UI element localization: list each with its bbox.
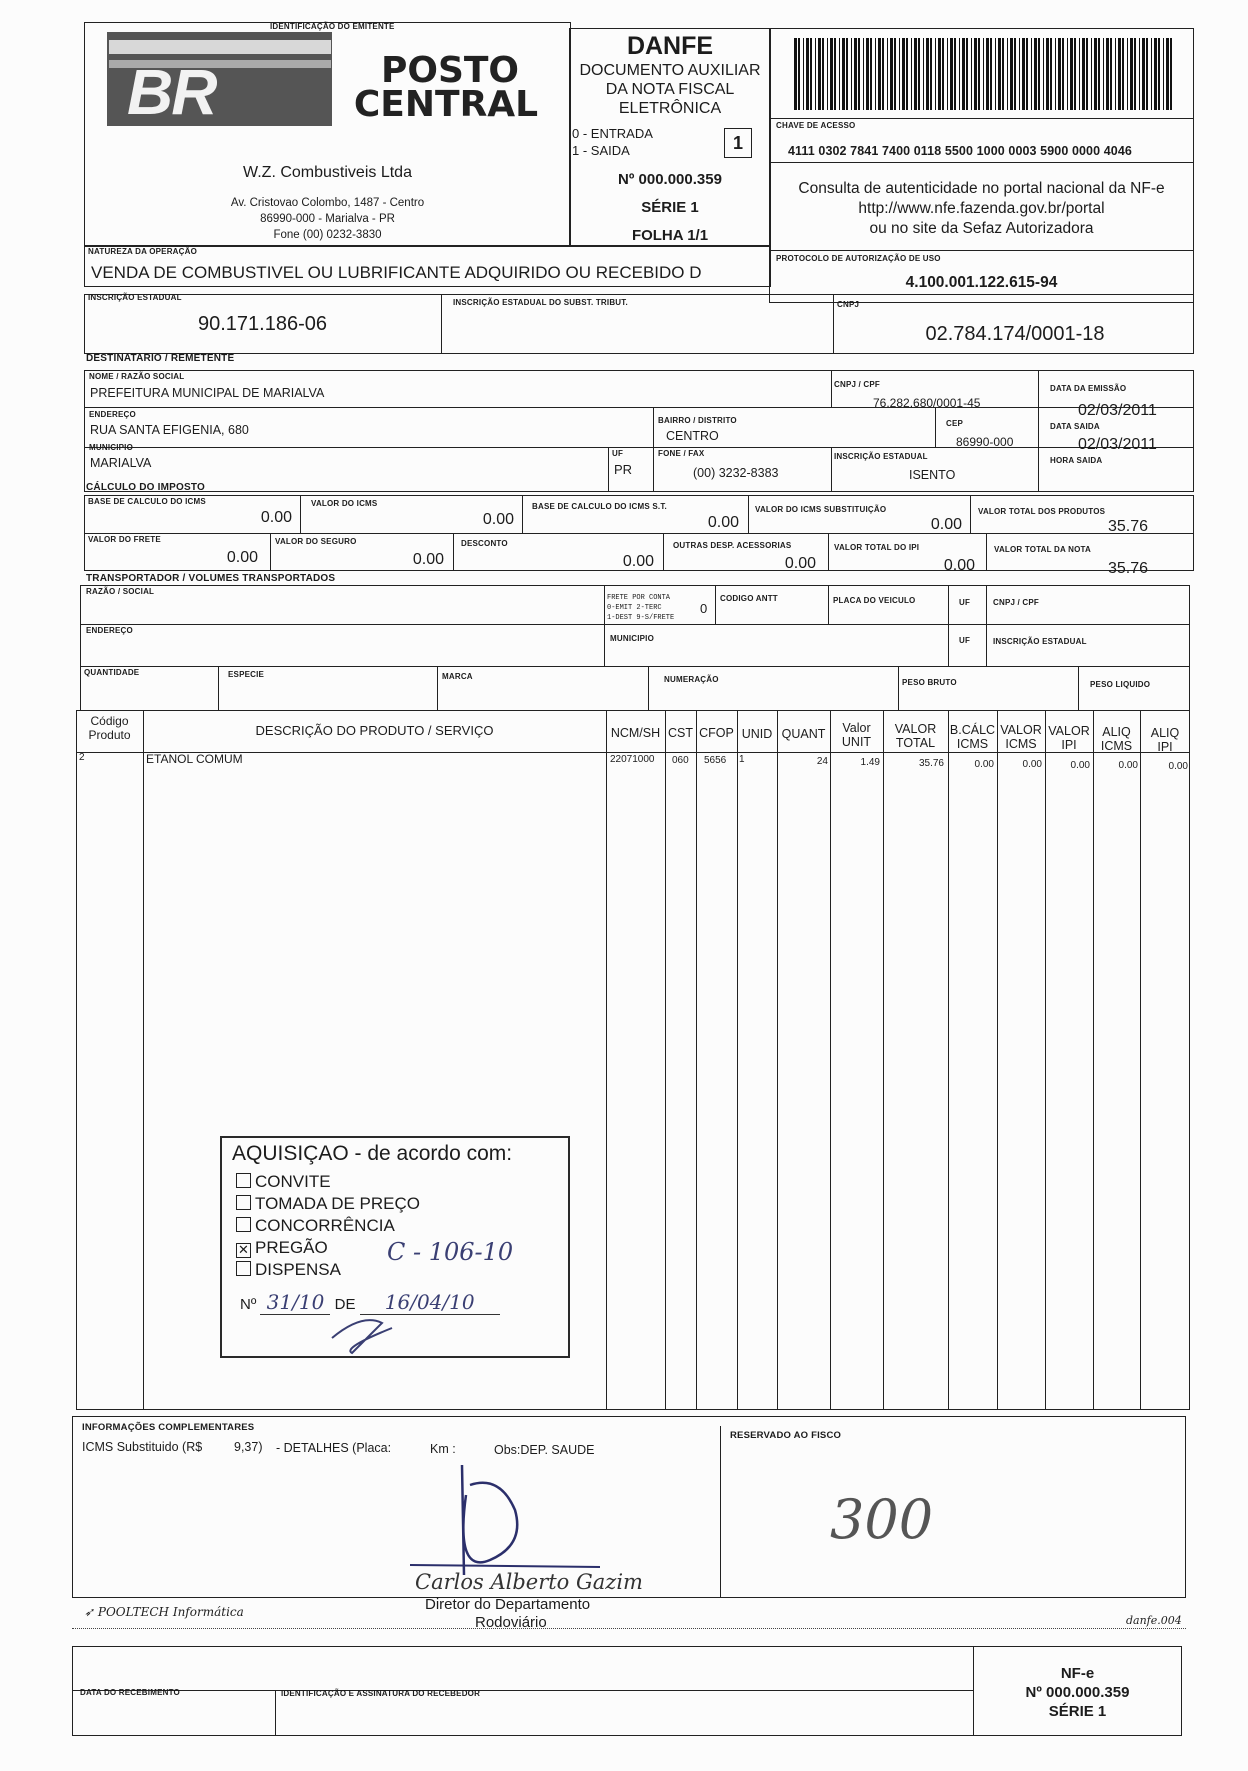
stamp-option (236, 1194, 420, 1214)
danfe-number: Nº 000.000.359 (618, 171, 722, 188)
barcode-bar (1139, 38, 1140, 110)
complementary-km: Km : (430, 1442, 456, 1456)
recipient-section-label: DESTINATARIO / REMETENTE (86, 353, 235, 364)
consult-line-1: Consulta de autenticidade no portal nacional da NF-e (798, 180, 1165, 197)
barcode-bar (839, 38, 840, 110)
stamp-pregao-note: C - 106-10 (387, 1238, 514, 1266)
barcode-bar (1122, 38, 1124, 110)
barcode-bar (878, 38, 881, 110)
header-description: DESCRIÇÃO DO PRODUTO / SERVIÇO (255, 723, 494, 738)
barcode-bar (1170, 38, 1172, 110)
barcode-bar (1007, 38, 1008, 110)
barcode-bar (834, 38, 836, 110)
cell-icms-value: 0.00 (1022, 759, 1042, 770)
barcode-bar (990, 38, 992, 110)
barcode-bar (1034, 38, 1037, 110)
barcode-bar (1058, 38, 1061, 110)
cell-description: ETANOL COMUM (146, 752, 243, 766)
reserved-fisco-label: RESERVADO AO FISCO (730, 1430, 842, 1441)
cell-ncm: 22071000 (610, 754, 655, 765)
receipt-date-label: DATA DO RECEBIMENTO (80, 1688, 180, 1697)
cell-icms-base: 0.00 (974, 759, 994, 770)
barcode-bar (995, 38, 996, 110)
discount-label: DESCONTO (461, 539, 508, 548)
recipient-city-label: MUNICIPIO (89, 443, 134, 452)
complementary-obs: Obs:DEP. SAUDE (494, 1443, 595, 1457)
barcode-bar (906, 38, 908, 110)
barcode-bar (1091, 38, 1092, 110)
danfe-exit-label: 1 - SAIDA (572, 143, 630, 158)
barcode-bar (947, 38, 948, 110)
products-total-label: VALOR TOTAL DOS PRODUTOS (978, 507, 1106, 516)
barcode-bar (974, 38, 977, 110)
barcode-bar (1067, 38, 1068, 110)
insurance-label: VALOR DO SEGURO (275, 537, 357, 546)
barcode-bar (810, 38, 812, 110)
barcode-bar (1086, 38, 1088, 110)
freight-by-value: 0 (700, 601, 708, 616)
tax-section-label: CÁLCULO DO IMPOSTO (86, 482, 205, 493)
carrier-uf2-label: UF (959, 636, 971, 645)
signer-title-2: Rodoviário (475, 1614, 547, 1631)
carrier-cnpj-label: CNPJ / CPF (993, 598, 1040, 607)
recipient-address: RUA SANTA EFIGENIA, 680 (90, 423, 249, 437)
issuer-address: Av. Cristovao Colombo, 1487 - Centro (230, 197, 425, 209)
barcode-bar (1110, 38, 1112, 110)
barcode-bar (1026, 38, 1028, 110)
barcode-bar (875, 38, 876, 110)
barcode-bar (1142, 38, 1145, 110)
form-code: danfe.004 (1126, 1614, 1182, 1627)
barcode-bar (1038, 38, 1040, 110)
barcode-bar (798, 38, 800, 110)
header-code-line1: Código (90, 714, 129, 728)
footer-number: Nº 000.000.359 (1025, 1684, 1130, 1701)
header-ipi-rate (1140, 726, 1190, 754)
issuer-company: W.Z. Combustiveis Ltda (243, 164, 412, 181)
barcode-bar (1062, 38, 1064, 110)
ipi-total-value: 0.00 (943, 557, 975, 574)
note-total-label: VALOR TOTAL DA NOTA (994, 545, 1091, 554)
carrier-uf-label: UF (959, 598, 971, 607)
barcode-bar (1115, 38, 1116, 110)
barcode-bar (1031, 38, 1032, 110)
freight-by-line-1: FRETE POR CONTA (607, 594, 671, 602)
complementary-details: - DETALHES (Placa: (276, 1441, 392, 1455)
danfe-subtitle-2: DA NOTA FISCAL (605, 81, 735, 98)
stamp-option-label: CONCORRÊNCIA (255, 1216, 395, 1235)
barcode-bar (1098, 38, 1100, 110)
cell-quantity: 24 (816, 756, 828, 767)
header-total-value-line2: TOTAL (895, 736, 936, 750)
barcode-bar (854, 38, 857, 110)
header-unit: UNID (741, 727, 773, 741)
stamp-number: 31/10 (260, 1290, 330, 1315)
software-credit (84, 1605, 244, 1619)
carrier-city-label: MUNICIPIO (610, 634, 655, 643)
barcode-bar (1151, 38, 1152, 110)
products-total-value: 35.76 (1107, 518, 1148, 535)
barcode-bar (1010, 38, 1013, 110)
barcode-bar (918, 38, 920, 110)
barcode-bar (938, 38, 941, 110)
barcode-bar (959, 38, 960, 110)
header-ipi-value-line1: VALOR (1048, 724, 1090, 738)
protocol-label: PROTOCOLO DE AUTORIZAÇÃO DE USO (776, 254, 941, 263)
barcode-bar (911, 38, 912, 110)
header-cfop: CFOP (699, 726, 734, 740)
barcode-bar (1074, 38, 1076, 110)
district-label: BAIRRO / DISTRITO (658, 416, 737, 425)
cep-label: CEP (946, 419, 964, 428)
barcode-bar (1118, 38, 1121, 110)
complementary-label: INFORMAÇÕES COMPLEMENTARES (82, 1422, 255, 1433)
phone-value: (00) 3232-8383 (693, 466, 779, 480)
barcode-bar (930, 38, 932, 110)
stamp-number-prefix: Nº (240, 1296, 257, 1313)
checkbox-icon (236, 1261, 251, 1276)
barcode-bar (923, 38, 924, 110)
barcode-bar (806, 38, 809, 110)
barcode-bar (1134, 38, 1136, 110)
barcode-bar (1094, 38, 1097, 110)
stamp-date-prefix: DE (334, 1296, 356, 1313)
header-icms-value (997, 723, 1045, 751)
cnpj-value: 02.784.174/0001-18 (925, 323, 1105, 345)
base-icms-label: BASE DE CALCULO DO ICMS (88, 497, 206, 506)
cnpj-label: CNPJ (837, 300, 860, 309)
barcode-bar (870, 38, 872, 110)
barcode-bar (1014, 38, 1016, 110)
icms-st-value: 0.00 (930, 516, 962, 533)
access-key-label: CHAVE DE ACESSO (776, 121, 856, 130)
exit-date-label: DATA SAIDA (1050, 422, 1100, 431)
numbering-label: NUMERAÇÃO (664, 675, 719, 684)
carrier-ie-label: INSCRIÇÃO ESTADUAL (993, 637, 1087, 646)
icms-value: 0.00 (482, 511, 514, 528)
barcode-bar (950, 38, 953, 110)
header-total-value (883, 722, 948, 750)
stamp-initials-scribble (322, 1308, 422, 1358)
recipient-ie: ISENTO (909, 468, 956, 482)
barcode-bar (794, 38, 797, 110)
district-value: CENTRO (666, 429, 719, 443)
header-icms-value-line1: VALOR (1000, 723, 1042, 737)
header-icms-rate-line1: ALIQ (1102, 725, 1131, 739)
barcode-bar (858, 38, 860, 110)
issuer-city: 86990-000 - Marialva - PR (260, 213, 395, 225)
recipient-uf: PR (614, 462, 633, 477)
header-quantity: QUANT (781, 727, 826, 741)
barcode-bar (978, 38, 980, 110)
barcode-bar (1130, 38, 1133, 110)
header-ipi-rate-line1: ALIQ (1150, 726, 1180, 740)
barcode-bar (882, 38, 884, 110)
barcode-bar (983, 38, 984, 110)
barcode-bar (842, 38, 845, 110)
recipient-ie-label: INSCRIÇÃO ESTADUAL (834, 452, 928, 461)
cep-value: 86990-000 (956, 435, 1014, 449)
barcode-bar (926, 38, 929, 110)
ipi-total-label: VALOR TOTAL DO IPI (834, 543, 920, 552)
header-code (76, 714, 143, 742)
cell-cfop: 5656 (704, 755, 727, 766)
barcode-bar (954, 38, 956, 110)
barcode-bar (818, 38, 821, 110)
header-ipi-value-line2: IPI (1061, 738, 1077, 752)
consult-line-2[interactable]: http://www.nfe.fazenda.gov.br/portal (858, 200, 1105, 217)
nature-label: NATUREZA DA OPERAÇÃO (88, 247, 198, 256)
footer-nfe: NF-e (1060, 1665, 1095, 1682)
barcode-bar (866, 38, 869, 110)
receiver-label: IDENTIFICAÇÃO E ASSINATURA DO RECEBEDOR (281, 1689, 481, 1698)
barcode-bar (1103, 38, 1104, 110)
header-unit-value-line1: Valor (842, 721, 871, 735)
barcode (794, 38, 1178, 110)
header-icms-base (948, 723, 997, 751)
transport-section-label: TRANSPORTADOR / VOLUMES TRANSPORTADOS (86, 573, 336, 584)
cell-code: 2 (79, 752, 85, 763)
header-ipi-value (1045, 724, 1093, 752)
signer-title-1: Diretor do Departamento (425, 1596, 591, 1613)
logo-word-central: CENTRAL (353, 84, 539, 125)
plate-label: PLACA DO VEICULO (833, 596, 916, 605)
barcode-bar (1070, 38, 1073, 110)
barcode-bar (822, 38, 824, 110)
stamp-option-label: DISPENSA (255, 1260, 341, 1279)
barcode-bar (1043, 38, 1044, 110)
cell-cst: 060 (672, 755, 689, 766)
barcode-bar (1127, 38, 1128, 110)
emission-date: 02/03/2011 (1078, 402, 1157, 419)
cell-unit-value: 1.49 (860, 757, 880, 768)
barcode-bar (894, 38, 896, 110)
danfe-series: SÉRIE 1 (641, 199, 699, 216)
freight-value: 0.00 (226, 549, 258, 566)
stamp-option (236, 1260, 341, 1280)
danfe-subtitle-3: ELETRÔNICA (618, 100, 722, 117)
recipient-cnpj: 76.282.680/0001-45 (873, 396, 981, 410)
barcode-bar (1158, 38, 1160, 110)
cell-ipi-value: 0.00 (1070, 760, 1090, 771)
access-key: 4111 0302 7841 7400 0118 5500 1000 0003 5900 0000 4046 (788, 144, 1132, 158)
checkbox-icon (236, 1195, 251, 1210)
complementary-icms-value: 9,37) (234, 1440, 263, 1454)
header-total-value-line1: VALOR (894, 722, 937, 736)
discount-value: 0.00 (622, 553, 654, 570)
header-ipi-rate-line2: IPI (1157, 740, 1173, 754)
stamp-option-label: CONVITE (255, 1172, 331, 1191)
header-ncm: NCM/SH (610, 726, 661, 740)
emission-date-label: DATA DA EMISSÃO (1050, 384, 1127, 393)
stamp-title: AQUISIÇAO - de acordo com: (232, 1142, 513, 1165)
recipient-city: MARIALVA (90, 456, 152, 470)
barcode-bar (1019, 38, 1020, 110)
barcode-bar (1055, 38, 1056, 110)
barcode-bar (1082, 38, 1085, 110)
acquisition-stamp (220, 1136, 570, 1358)
logo-word-posto: POSTO (380, 50, 520, 91)
issuer-phone: Fone (00) 0232-3830 (273, 229, 382, 241)
stamp-option (236, 1238, 328, 1258)
ie-st-label: INSCRIÇÃO ESTADUAL DO SUBST. TRIBUT. (453, 298, 628, 307)
species-label: ESPECIE (228, 670, 265, 679)
insurance-value: 0.00 (412, 551, 444, 568)
protocol-number: 4.100.001.122.615-94 (905, 274, 1058, 291)
company-logo (107, 32, 553, 128)
ie-label: INSCRIÇÃO ESTADUAL (88, 293, 182, 302)
checkbox-icon (236, 1173, 251, 1188)
danfe-title: DANFE (626, 32, 714, 60)
software-name: POOLTECH Informática (97, 1605, 244, 1619)
header-icms-base-line2: ICMS (956, 737, 989, 751)
carrier-address-label: ENDEREÇO (86, 626, 133, 635)
cell-unit: 1 (739, 754, 745, 765)
danfe-type-box: 1 (724, 128, 752, 158)
barcode-bar (942, 38, 944, 110)
header-unit-value (830, 721, 883, 749)
base-st-value: 0.00 (707, 514, 739, 531)
danfe-subtitle-1: DOCUMENTO AUXILIAR (579, 62, 761, 79)
ie-value: 90.171.186-06 (197, 313, 327, 335)
barcode-bar (815, 38, 816, 110)
stamp-option-label: TOMADA DE PREÇO (255, 1194, 420, 1213)
handwritten-amount: 300 (830, 1488, 934, 1551)
net-weight-label: PESO LIQUIDO (1090, 680, 1151, 689)
barcode-bar (1106, 38, 1109, 110)
icms-st-label: VALOR DO ICMS SUBSTITUIÇÃO (755, 505, 887, 514)
barcode-bar (998, 38, 1001, 110)
consult-line-3: ou no site da Sefaz Autorizadora (869, 220, 1094, 237)
danfe-entry-label: 0 - ENTRADA (572, 126, 653, 141)
header-icms-value-line2: ICMS (1005, 737, 1037, 751)
header-code-line2: Produto (88, 728, 131, 742)
issuer-section-label: IDENTIFICAÇÃO DO EMITENTE (270, 22, 395, 31)
barcode-bar (890, 38, 893, 110)
recipient-uf-label: UF (612, 449, 624, 458)
recipient-address-label: ENDEREÇO (89, 410, 136, 419)
cell-ipi-rate: 0.00 (1168, 761, 1188, 772)
barcode-bar (1046, 38, 1049, 110)
recipient-name-label: NOME / RAZÃO SOCIAL (89, 372, 185, 381)
danfe-page: FOLHA 1/1 (631, 227, 709, 244)
barcode-bar (1022, 38, 1025, 110)
barcode-bar (830, 38, 833, 110)
footer-series: SÉRIE 1 (1048, 1703, 1107, 1720)
carrier-name-label: RAZÃO / SOCIAL (86, 587, 155, 596)
quantity-label: QUANTIDADE (84, 668, 140, 677)
logo-br-text: BR (127, 56, 216, 128)
software-icon: ➶ (84, 1605, 98, 1619)
base-st-label: BASE DE CALCULO DO ICMS S.T. (532, 502, 667, 511)
icms-label: VALOR DO ICMS (311, 499, 378, 508)
cell-total-value: 35.76 (918, 758, 944, 769)
note-total-value: 35.76 (1107, 560, 1148, 577)
barcode-bar (1079, 38, 1080, 110)
exit-time-label: HORA SAIDA (1050, 456, 1103, 465)
barcode-bar (902, 38, 905, 110)
header-icms-base-line1: B.CÁLC (949, 723, 996, 737)
barcode-bar (863, 38, 864, 110)
nature-value: VENDA DE COMBUSTIVEL OU LUBRIFICANTE ADQUIRIDO OU RECEBIDO D (91, 263, 702, 282)
barcode-bar (803, 38, 804, 110)
exit-date: 02/03/2011 (1078, 436, 1157, 453)
checked-box-icon: ✕ (236, 1243, 251, 1258)
freight-by-line-3: 1-DEST 9-S/FRETE (607, 614, 675, 622)
header-icms-rate-line2: ICMS (1100, 739, 1133, 753)
freight-label: VALOR DO FRETE (88, 535, 161, 544)
header-unit-value-line2: UNIT (841, 735, 872, 749)
barcode-bar (1002, 38, 1004, 110)
stamp-date: 16/04/10 (360, 1290, 500, 1315)
barcode-bar (935, 38, 936, 110)
barcode-bar (1166, 38, 1169, 110)
recipient-cnpj-label: CNPJ / CPF (834, 380, 881, 389)
freight-by-line-2: 0-EMIT 2-TERC (607, 604, 662, 612)
table-row (76, 752, 1190, 772)
barcode-bar (966, 38, 968, 110)
signer-name: Carlos Alberto Gazim (415, 1570, 643, 1594)
barcode-bar (971, 38, 972, 110)
barcode-bar (827, 38, 828, 110)
header-cst: CST (668, 726, 693, 740)
barcode-bar (1163, 38, 1164, 110)
barcode-bar (899, 38, 900, 110)
base-icms-value: 0.00 (260, 509, 292, 526)
barcode-bar (1154, 38, 1157, 110)
recipient-name: PREFEITURA MUNICIPAL DE MARIALVA (90, 386, 325, 400)
antt-label: CODIGO ANTT (720, 594, 778, 603)
complementary-icms-text: ICMS Substituido (R$ (82, 1440, 203, 1454)
barcode-bar (1050, 38, 1052, 110)
stamp-option-label: PREGÃO (255, 1238, 328, 1257)
stamp-option (236, 1172, 331, 1192)
checkbox-icon (236, 1217, 251, 1232)
barcode-bar (846, 38, 848, 110)
barcode-bar (887, 38, 888, 110)
other-expenses-value: 0.00 (784, 555, 816, 572)
phone-label: FONE / FAX (658, 449, 705, 458)
barcode-bar (1146, 38, 1148, 110)
gross-weight-label: PESO BRUTO (902, 678, 957, 687)
barcode-bar (851, 38, 852, 110)
barcode-bar (986, 38, 989, 110)
other-expenses-label: OUTRAS DESP. ACESSORIAS (673, 541, 792, 550)
barcode-bar (914, 38, 917, 110)
barcode-bar (962, 38, 965, 110)
header-icms-rate (1093, 725, 1140, 753)
cell-icms-rate: 0.00 (1118, 760, 1138, 771)
brand-label: MARCA (442, 672, 473, 681)
stamp-option (236, 1216, 395, 1236)
